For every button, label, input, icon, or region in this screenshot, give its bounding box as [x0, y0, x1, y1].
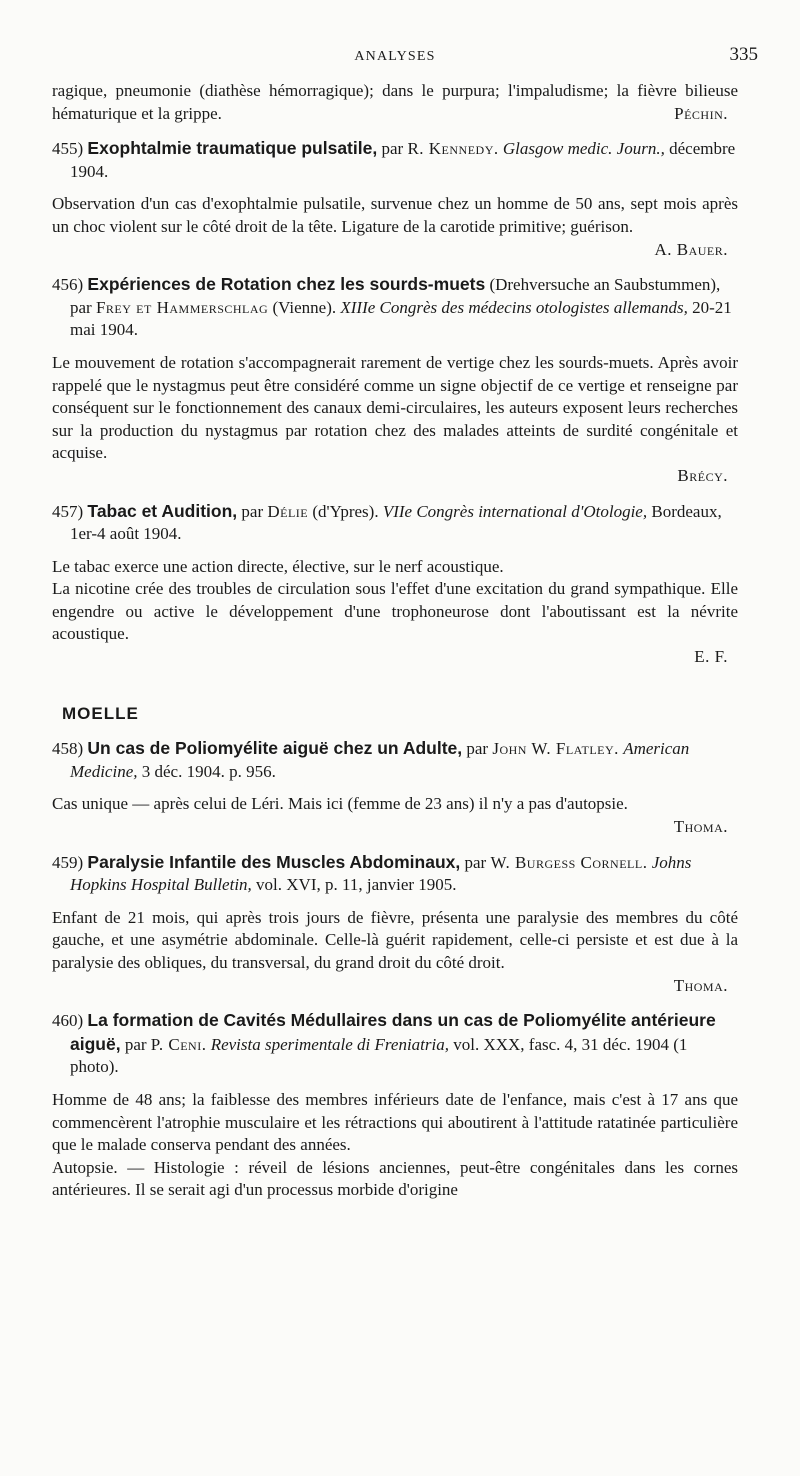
running-title: ANALYSES: [354, 49, 436, 64]
entry-paragraph: Cas unique — après celui de Léri. Mais ici (femme de 23 ans) il n'y a pas d'autopsie.: [52, 794, 628, 814]
entry-paragraph: Enfant de 21 mois, qui après trois jours de fièvre, présenta une paralysie des membres du côté gauche, et une asymétrie abdominale. Celle-là guérit rapidement, celle-ci persiste et est due à la paralysie des obliques, du transversal, du grand droit du côté droit.: [52, 907, 738, 972]
entry-date: décembre 1904.: [70, 139, 736, 181]
entry-body: [52, 793, 738, 838]
entry-number: 458): [52, 739, 84, 759]
section-heading: MOELLE: [62, 703, 139, 723]
entry-source: XIIIe Congrès des médecins otologistes allemands,: [340, 297, 688, 317]
entry-number: 460): [52, 1011, 84, 1031]
entry-number: 459): [52, 852, 84, 872]
entry-source: VIIe Congrès international d'Otologie,: [382, 501, 648, 521]
continuation-signature: Péchin.: [674, 103, 728, 123]
running-head: [52, 44, 758, 76]
entry-subtitle: (Drehversuche an Saubstummen), par: [70, 275, 721, 317]
entry-date: 3 déc. 1904. p. 956.: [141, 761, 276, 781]
abstract-entry-455: [52, 137, 738, 261]
entry-date: 20-21 mai 1904.: [70, 297, 732, 340]
entry-signature: Thoma.: [673, 975, 728, 995]
entry-heading: [52, 273, 738, 342]
entry-date: vol. XVI, p. 11, janvier 1905.: [256, 875, 457, 895]
entry-author: W. Burgess Cornell.: [490, 852, 648, 872]
entry-by: par: [241, 501, 264, 521]
entry-number: 456): [52, 275, 84, 295]
document-page: [0, 46, 800, 1476]
entry-body: [52, 352, 738, 488]
entry-heading: [52, 137, 738, 183]
entry-source: Revista sperimentale di Freniatria,: [210, 1034, 449, 1054]
entry-paragraph: Le mouvement de rotation s'accompagnerait rarement de vertige chez les sourds-muets. Après avoir rappelé que le nystagmus peut être considéré comme un signe objectif de ce vertige et renseigne par conséquent sur le fonctionnement des canaux demi-circulaires, les auteurs exposent leurs recherches sur la production du nystagmus par rotation chez des malades atteints de surdité congénitale et acquise.: [52, 352, 738, 463]
entry-signature: Thoma.: [673, 817, 728, 837]
entry-paragraph: Homme de 48 ans; la faiblesse des membres inférieurs date de l'enfance, mais c'est à 17 ans que commencèrent l'atrophie musculaire et les rétractions qui aboutirent à l'attitude ratatinée particulière que le malade conserva pendant des années.: [52, 1089, 738, 1155]
entry-source: American Medicine,: [70, 739, 690, 781]
entry-signature: Brécy.: [677, 465, 728, 485]
entry-body: [52, 1089, 738, 1202]
entry-signature: E. F.: [694, 647, 728, 667]
entry-date: vol. XXX, fasc. 4, 31 déc. 1904 (1 photo).: [70, 1034, 688, 1077]
page-number: 335: [729, 44, 758, 65]
abstract-entry-460: [52, 1009, 738, 1202]
entry-author: Frey et Hammerschlag: [95, 297, 269, 317]
entry-source: Johns Hopkins Hospital Bulletin,: [70, 852, 692, 895]
continuation-paragraph: [52, 80, 738, 125]
entry-heading: [52, 1009, 738, 1079]
abstract-entry-457: [52, 500, 738, 669]
entry-by: par: [464, 852, 487, 872]
entry-source: Glasgow medic. Journ.,: [502, 139, 665, 159]
entry-number: 457): [52, 501, 84, 521]
entry-body: [52, 907, 738, 997]
abstract-entry-456: [52, 273, 738, 487]
entry-body: [52, 193, 738, 261]
entry-place: (Vienne).: [272, 297, 337, 317]
entry-heading: [52, 500, 738, 546]
entry-heading: [52, 851, 738, 897]
entry-by: par: [466, 739, 489, 759]
entry-author: P. Ceni.: [150, 1034, 207, 1054]
entry-title: La formation de Cavités Médullaires dans un cas de Poliomyélite antérieure aiguë,: [70, 1010, 716, 1054]
entry-title: Un cas de Poliomyélite aiguë chez un Adulte,: [87, 738, 463, 759]
entry-title: Expériences de Rotation chez les sourds-muets: [87, 274, 486, 295]
entry-by: par: [381, 139, 404, 159]
entry-paragraph: Le tabac exerce une action directe, élective, sur le nerf acoustique.: [52, 556, 504, 576]
abstract-entry-459: [52, 851, 738, 998]
entry-author: John W. Flatley.: [492, 739, 619, 759]
entry-title: Exophtalmie traumatique pulsatile,: [87, 138, 378, 159]
entry-signature: A. Bauer.: [654, 239, 728, 259]
entry-paragraph: Observation d'un cas d'exophtalmie pulsatile, survenue chez un homme de 50 ans, sept mois après un choc violent sur le côté droit de la tête. Ligature de la carotide primitive; guérison.: [52, 194, 738, 236]
entry-by: par: [124, 1034, 147, 1054]
entry-title: Tabac et Audition,: [87, 500, 238, 521]
entry-title: Paralysie Infantile des Muscles Abdominaux,: [87, 851, 461, 872]
abstract-entry-458: [52, 737, 738, 838]
entry-author: Délie: [267, 501, 309, 521]
entry-body: [52, 556, 738, 669]
entry-number: 455): [52, 139, 84, 159]
entry-date: Bordeaux, 1er-4 août 1904.: [70, 501, 722, 544]
entry-place: (d'Ypres).: [312, 501, 379, 521]
continuation-text: ragique, pneumonie (diathèse hémorragique); dans le purpura; l'impaludisme; la fièvre bilieuse hématurique et la grippe.: [52, 81, 738, 123]
entry-paragraph: Autopsie. — Histologie : réveil de lésions anciennes, peut-être congénitales dans les cornes antérieures. Il se serait agi d'un processus morbide d'origine: [52, 1157, 738, 1200]
entry-paragraph: La nicotine crée des troubles de circulation sous l'effet d'une excitation du grand sympathique. Elle engendre ou active le développement d'une trophoneurose dont l'aboutissant est la névrite acoustique.: [52, 579, 738, 644]
entry-heading: [52, 737, 738, 783]
entry-author: R. Kennedy.: [407, 139, 499, 159]
